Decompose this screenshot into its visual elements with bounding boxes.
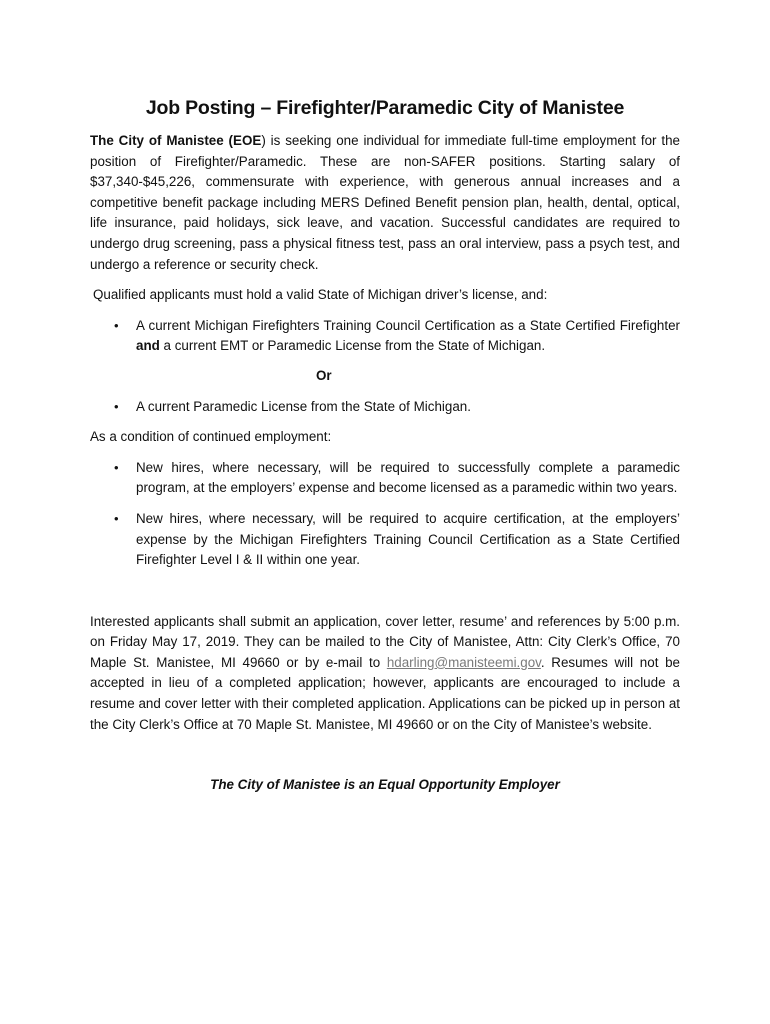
intro-paragraph bbox=[90, 131, 680, 275]
list-item bbox=[90, 509, 680, 571]
email-link[interactable]: hdarling@manisteemi.gov bbox=[386, 654, 541, 670]
or-separator: Or bbox=[316, 367, 332, 383]
qualification-option-1-end: a current EMT or Paramedic License from the State of Michigan. bbox=[159, 338, 546, 354]
bullet-icon: • bbox=[114, 398, 119, 414]
condition-item-2: New hires, where necessary, will be required to acquire certification, at the employers’ expense by the Michigan Firefighters Training Council Certification as a State Certified Firefighter Level I & II within one year. bbox=[136, 510, 680, 568]
condition-list bbox=[90, 458, 680, 571]
page-title: Job Posting – Firefighter/Paramedic City of Manistee bbox=[145, 97, 625, 119]
condition-intro: As a condition of continued employment: bbox=[90, 429, 332, 445]
document-page bbox=[90, 95, 680, 796]
qualifications-list-2 bbox=[90, 397, 680, 418]
qualifications-intro: Qualified applicants must hold a valid State of Michigan driver’s license, and: bbox=[93, 287, 548, 303]
qualifications-list bbox=[90, 316, 680, 357]
qualification-and: and bbox=[136, 338, 160, 354]
bullet-icon: • bbox=[114, 317, 119, 333]
bullet-icon: • bbox=[114, 459, 119, 475]
contact-text-before: Interested applicants shall submit an application, cover letter, resume’ and references by 5:00 p.m. on Friday May 17, 2019. They can be mailed to the City of Manistee, Attn: City Clerk’s Office, 70 Maple St. Manistee, MI 49660 or by e-mail to bbox=[90, 613, 680, 670]
qualification-option-1: A current Michigan Firefighters Training Council Certification as a State Certified Firefighter bbox=[136, 317, 680, 333]
intro-text: ) is seeking one individual for immediate full-time employment for the position of Firefighter/Paramedic. These are non-SAFER positions. Starting salary of $37,340-$45,226, commensurate with experience, with generous annual increases and a competitive benefit package including MERS Defined Benefit pension plan, health, dental, optical, life insurance, paid holidays, sick leave, and vacation. Successful candidates are required to undergo drug screening, pass a physical fitness test, pass an oral interview, pass a psych test, and undergo a reference or security check. bbox=[90, 133, 681, 272]
list-item bbox=[90, 458, 680, 499]
contact-text-after: . Resumes will not be accepted in lieu of a completed application; however, applicants are encouraged to include a resume and cover letter with their completed application. Applications can be picked up in person at the City Clerk’s Office at 70 Maple St. Manistee, MI 49660 or on the City of Manistee’s website. bbox=[90, 654, 680, 732]
list-item bbox=[90, 316, 680, 357]
list-item bbox=[90, 397, 680, 418]
condition-item-1: New hires, where necessary, will be required to successfully complete a paramedic program, at the employers’ expense and become licensed as a paramedic within two years. bbox=[136, 459, 680, 496]
bullet-icon: • bbox=[114, 510, 119, 526]
qualification-option-2: A current Paramedic License from the State of Michigan. bbox=[136, 398, 471, 414]
footer-statement: The City of Manistee is an Equal Opportunity Employer bbox=[210, 777, 560, 793]
contact-paragraph bbox=[90, 612, 680, 736]
intro-lead: The City of Manistee (EOE bbox=[90, 133, 262, 148]
